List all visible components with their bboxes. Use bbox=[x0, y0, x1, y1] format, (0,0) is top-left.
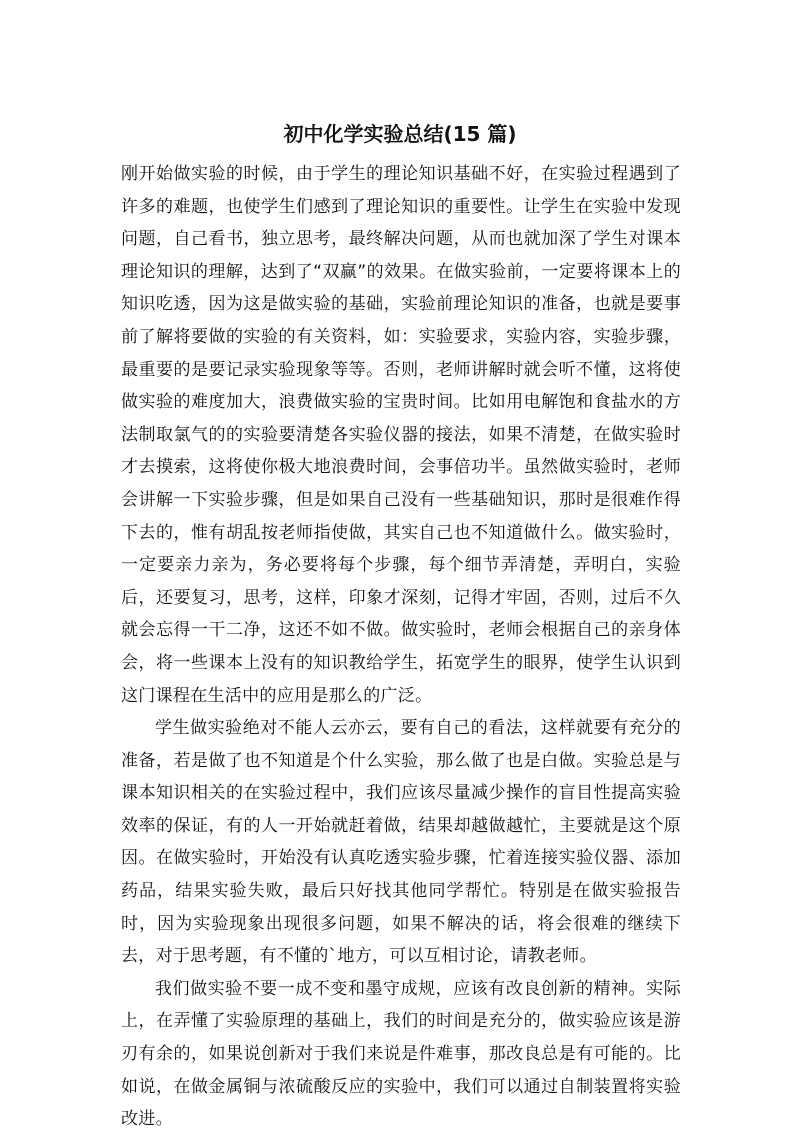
paragraph-1: 刚开始做实验的时候，由于学生的理论知识基础不好，在实验过程遇到了许多的难题，也使学生们感到了理论知识的重要性。让学生在实验中发现问题，自己看书，独立思考，最终解决问题，从而也就加深了学生对课本理论知识的理解，达到了“双赢”的效果。在做实验前，一定要将课本上的知识吃透，因为这是做实验的基础，实验前理论知识的准备，也就是要事前了解将要做的实验的有关资料，如：实验要求，实验内容，实验步骤，最重要的是要记录实验现象等等。否则，老师讲解时就会听不懂，这将使做实验的难度加大，浪费做实验的宝贵时间。比如用电解饱和食盐水的方法制取氯气的的实验要清楚各实验仪器的接法，如果不清楚，在做实验时才去摸索，这将使你极大地浪费时间，会事倍功半。虽然做实验时，老师会讲解一下实验步骤，但是如果自己没有一些基础知识，那时是很难作得下去的，惟有胡乱按老师指使做，其实自己也不知道做什么。做实验时，一定要亲力亲为，务必要将每个步骤，每个细节弄清楚，弄明白，实验后，还要复习，思考，这样，印象才深刻，记得才牢固，否则，过后不久就会忘得一干二净，这还不如不做。做实验时，老师会根据自己的亲身体会，将一些课本上没有的知识教给学生，拓宽学生的眼界，使学生认识到这门课程在生活中的应用是那么的广泛。 bbox=[121, 164, 681, 706]
document-title: 初中化学实验总结(15 篇) bbox=[283, 122, 517, 146]
document-body bbox=[121, 158, 681, 1136]
paragraph-3: 我们做实验不要一成不变和墨守成规，应该有改良创新的精神。实际上，在弄懂了实验原理的基础上，我们的时间是充分的，做实验应该是游刃有余的，如果说创新对于我们来说是件难事，那改良总是有可能的。比如说，在做金属铜与浓硫酸反应的实验中，我们可以通过自制装置将实验改进。 bbox=[121, 978, 681, 1130]
paragraph-2: 学生做实验绝对不能人云亦云，要有自己的看法，这样就要有充分的准备，若是做了也不知道是个什么实验，那么做了也是白做。实验总是与课本知识相关的在实验过程中，我们应该尽量减少操作的盲目性提高实验效率的保证，有的人一开始就赶着做，结果却越做越忙，主要就是这个原因。在做实验时，开始没有认真吃透实验步骤，忙着连接实验仪器、添加药品，结果实验失败，最后只好找其他同学帮忙。特别是在做实验报告时，因为实验现象出现很多问题，如果不解决的话，将会很难的继续下去，对于思考题，有不懂的`地方，可以互相讨论，请教老师。 bbox=[121, 718, 681, 967]
